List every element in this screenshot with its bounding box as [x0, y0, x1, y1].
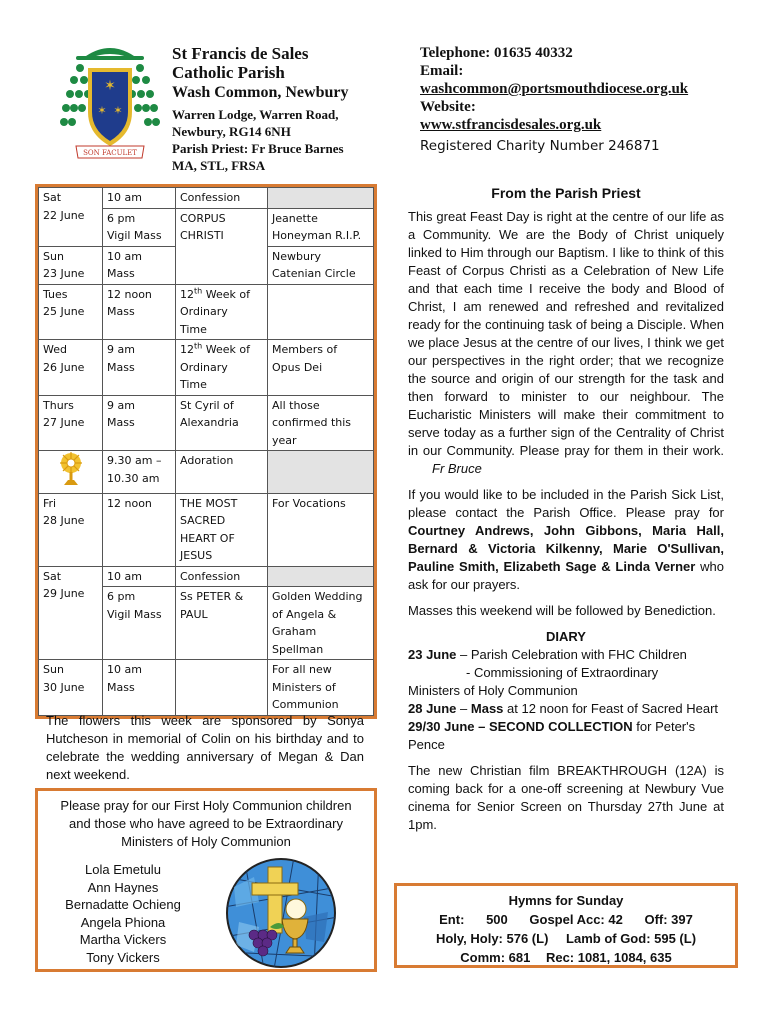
schedule-row	[39, 566, 374, 587]
contact-block	[420, 44, 750, 156]
diary-entry: 28 June – Mass at 12 noon for Feast of Sacred Heart	[408, 701, 719, 716]
website-link[interactable]: www.stfrancisdesales.org.uk	[420, 117, 602, 133]
intention-line2: confirmed this	[272, 416, 352, 429]
right-column	[408, 184, 724, 834]
event: Ss PETER &	[180, 590, 244, 603]
priest-message-body: This great Feast Day is right at the centre of our life as a Community. We are the Body of Christ uniquely linked to Him through our Baptism. I like to think of this Feast of Corpus Christi as a Celebration of New Life and that each time I receive the body and Blood of Christ, I am renewed and refreshed and revitalized ready for the continuing task of being a Disciple. When we place Jesus at the centre of our lives, I think we get our perspectives in the right order; that we recognize the source and origin of our strength for the task and then forward to minister to our neighbour. The Eucharistic Ministers will make their commitment to serve today as a further sign of the Centrality of Christ in our Community. Please pray for them in their work.	[408, 209, 724, 458]
time: 10 am	[103, 566, 176, 587]
address-line2: Newbury, RG14 6NH	[172, 124, 291, 139]
event-line3: Time	[180, 322, 207, 336]
day: Tues	[43, 287, 68, 301]
hymn-entrance: Ent: 500	[439, 912, 508, 927]
schedule-row	[39, 493, 374, 566]
priest-message	[408, 208, 724, 478]
parish-name-line1: St Francis de Sales	[172, 44, 309, 63]
film-notice: The new Christian film BREAKTHROUGH (12A) is coming back for a one-off screening at Newbury Vue cinema for Senior Screen on Thursday 27th June at 1pm.	[408, 763, 724, 832]
intention-line2: of Angela &	[272, 607, 337, 621]
email-link[interactable]: washcommon@portsmouthdiocese.org.uk	[420, 81, 689, 97]
diary-entry-detail: - Commissioning of Extraordinary	[466, 665, 659, 680]
intention-line2: Honeyman R.I.P.	[272, 229, 362, 242]
day: Sat	[43, 191, 62, 204]
intention-line2: Catenian Circle	[272, 267, 356, 280]
address-line1: Warren Lodge, Warren Road,	[172, 107, 339, 122]
time: 12 noon	[107, 287, 152, 301]
event-line4: JESUS	[180, 549, 213, 562]
event-line2: Alexandria	[180, 416, 239, 429]
day: Sat	[43, 569, 62, 583]
crest-hat-brim	[76, 56, 144, 60]
time-detail: Mass	[107, 360, 135, 374]
time: 6 pm	[107, 211, 136, 225]
schedule-row	[39, 395, 374, 451]
hymns-title: Hymns for Sunday	[508, 893, 624, 908]
benediction-notice: Masses this weekend will be followed by Benediction.	[408, 603, 716, 618]
date: 28 June	[43, 514, 85, 527]
day: Fri	[43, 496, 57, 510]
time: 12 noon	[103, 493, 176, 566]
event: Adoration	[176, 451, 268, 494]
prayer-names-list	[48, 861, 198, 966]
time-detail: Mass	[107, 416, 135, 429]
hymn-communion: Comm: 681	[460, 950, 531, 965]
time-detail: Mass	[107, 267, 135, 280]
schedule-row	[39, 660, 374, 716]
priest-signature: Fr Bruce	[432, 461, 482, 476]
parish-header	[172, 44, 392, 174]
list-item: Bernadatte Ochieng	[65, 897, 181, 912]
priest-line2: MA, STL, FRSA	[172, 158, 266, 173]
time-detail: 10.30 am	[107, 471, 160, 485]
event: St Cyril of	[180, 398, 234, 412]
sick-list: If you would like to be included in the Parish Sick List, please contact the Parish Office. Please pray for Courtney Andrews, John Gibbons, Maria Hall, Bernard & Victoria Kilkenny, Marie O'Sullivan, Pauline Smith, Elizabeth Sage & Linda Verner who ask for our prayers.	[408, 487, 724, 592]
intention: For all new	[272, 663, 332, 676]
flowers-notice: The flowers this week are sponsored by Sonya Hutcheson in memorial of Colin on his birthday and to celebrate the wedding anniversary of Megan & Dan next weekend.	[46, 713, 364, 782]
first-communion-prayer-box	[35, 788, 377, 972]
list-item: Angela Phiona	[80, 914, 166, 930]
diary-title: DIARY	[546, 629, 586, 644]
hymn-recessional: Rec: 1081, 1084, 635	[545, 950, 672, 965]
event: THE MOST	[180, 496, 238, 510]
telephone: Telephone: 01635 40332	[420, 45, 573, 61]
sick-list-names: Courtney Andrews, John Gibbons, Maria Hall, Bernard & Victoria Kilkenny, Marie O'Sullivan, Pauline Smith, Elizabeth Sage & Linda Verner	[408, 523, 724, 574]
hymn-holy: Holy, Holy: 576 (L)	[435, 931, 549, 946]
time: 9.30 am –	[107, 454, 162, 467]
parish-crest-logo	[58, 42, 162, 162]
intention: Members of	[272, 343, 338, 356]
priest-message-title: From the Parish Priest	[491, 185, 641, 201]
list-item: Ann Haynes	[87, 879, 159, 895]
intention: For Vocations	[268, 493, 374, 566]
date: 22 June	[43, 208, 85, 222]
event-line2: SACRED	[180, 514, 226, 527]
hymns-row	[397, 948, 735, 967]
time: 10 am	[107, 663, 142, 676]
intention: Golden Wedding	[272, 590, 363, 603]
diary-entry: 29/30 June – SECOND COLLECTION for Peter's Pence	[408, 719, 696, 752]
prayer-request-text: Please pray for our First Holy Communion children and those who have agreed to be Extraordinary Ministers of Holy Communion	[60, 798, 352, 849]
list-item: Lola Emetulu	[85, 862, 161, 877]
time-detail: Vigil Mass	[107, 229, 162, 242]
date: 26 June	[43, 360, 85, 374]
intention-line3: Communion	[272, 698, 339, 711]
intention-line3: Graham	[272, 625, 317, 638]
day: Sun	[43, 663, 64, 676]
intention-line2: Ministers of	[272, 680, 336, 694]
intention: Jeanette	[272, 211, 318, 225]
event-line3: Time	[180, 378, 207, 391]
date: 23 June	[43, 267, 85, 280]
event: Confession	[176, 188, 268, 209]
crest-motto: SON FACULET	[83, 149, 137, 157]
event-line2: PAUL	[180, 607, 208, 621]
list-item: Martha Vickers	[79, 932, 167, 947]
event: CORPUS	[180, 211, 226, 225]
crest-tassels-right	[128, 64, 160, 126]
mass-schedule-table	[35, 184, 377, 719]
hymn-lamb: Lamb of God: 595 (L)	[566, 931, 697, 946]
hymns-box	[394, 883, 738, 968]
day: Wed	[43, 343, 67, 356]
schedule-row	[39, 451, 374, 494]
website-label: Website:	[420, 99, 476, 115]
email-label: Email:	[420, 63, 464, 79]
time-detail: Mass	[107, 680, 135, 694]
intention-line3: year	[272, 433, 297, 447]
schedule-row	[39, 188, 374, 209]
eucharist-stained-glass-image	[224, 857, 338, 969]
diary-entry-detail: Ministers of Holy Communion	[408, 683, 578, 698]
schedule-row	[39, 340, 374, 396]
hymns-row	[397, 929, 735, 948]
intention-line2: Opus Dei	[272, 360, 323, 374]
event: 12th Week of	[180, 341, 250, 356]
monstrance-icon	[58, 452, 84, 486]
date: 30 June	[43, 680, 85, 694]
schedule-row	[39, 284, 374, 340]
svg-text:✶: ✶	[113, 104, 123, 117]
date: 25 June	[43, 305, 85, 318]
hymns-row	[397, 910, 735, 929]
crest-tassels-left	[60, 64, 92, 126]
priest-line1: Parish Priest: Fr Bruce Barnes	[172, 141, 344, 156]
hymn-gospel: Gospel Acc: 42	[529, 912, 623, 927]
intention: Newbury	[272, 249, 321, 263]
event: 12th Week of	[180, 285, 250, 301]
list-item: Tony Vickers	[86, 949, 160, 965]
intention: All those	[272, 398, 320, 412]
day: Thurs	[43, 398, 74, 412]
event: Confession	[176, 566, 268, 587]
intention-line4: Spellman	[272, 642, 324, 656]
svg-text:✶: ✶	[104, 78, 116, 94]
date: 27 June	[43, 416, 85, 429]
event-line2: CHRISTI	[180, 229, 224, 242]
time: 9 am	[107, 343, 135, 356]
parish-location: Wash Common, Newbury	[172, 84, 349, 101]
time: 6 pm	[107, 590, 136, 603]
parish-name-line2: Catholic Parish	[172, 63, 285, 82]
svg-text:✶: ✶	[97, 104, 107, 117]
time: 10 am	[103, 188, 176, 209]
event-line3: HEART OF	[180, 531, 235, 545]
charity-number: Registered Charity Number 246871	[420, 138, 660, 154]
time: 9 am	[107, 398, 135, 412]
day: Sun	[43, 249, 64, 263]
event-line2: Ordinary	[180, 360, 228, 374]
event-line2: Ordinary	[180, 305, 228, 318]
time-detail: Vigil Mass	[107, 607, 162, 621]
date: 29 June	[43, 587, 85, 600]
diary-entry: 23 June – Parish Celebration with FHC Children	[408, 647, 687, 662]
time-detail: Mass	[107, 305, 135, 318]
hymn-offertory: Off: 397	[644, 912, 693, 927]
time: 10 am	[107, 249, 142, 263]
